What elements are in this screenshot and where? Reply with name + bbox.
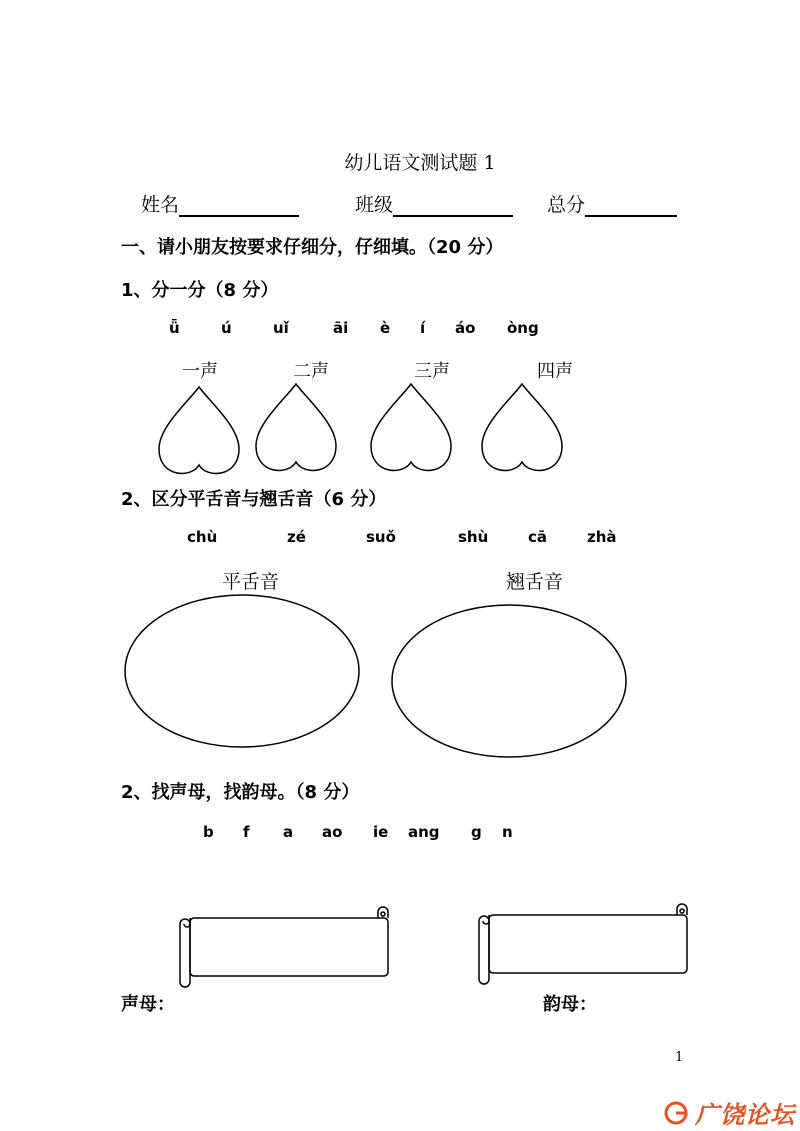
- syllable: āi: [333, 319, 349, 337]
- watermark-text: 广饶论坛: [695, 1101, 795, 1129]
- watermark: [663, 1095, 795, 1130]
- syllable: òng: [507, 319, 539, 337]
- syllable: suǒ: [366, 528, 396, 546]
- question-2-heading: 2、区分平舌音与翘舌音（6 分）: [121, 489, 387, 510]
- finals-scroll[interactable]: [477, 905, 691, 985]
- name-field: [141, 190, 299, 217]
- heart-box-second-tone[interactable]: [254, 382, 338, 476]
- letter: b: [203, 823, 214, 841]
- letter: ie: [373, 823, 389, 841]
- retroflex-oval[interactable]: [390, 603, 628, 759]
- question-1-heading: 1、分一分（8 分）: [121, 280, 279, 301]
- letter: a: [283, 823, 294, 841]
- letter: f: [243, 823, 250, 841]
- name-label: 姓名: [141, 194, 180, 216]
- tone-label-second: 二声: [293, 361, 329, 382]
- section-heading: 一、请小朋友按要求仔细分，仔细填。（20 分）: [121, 237, 504, 258]
- page-number: 1: [675, 1050, 684, 1065]
- letter: n: [502, 823, 513, 841]
- initials-label: 声母：: [121, 994, 175, 1015]
- class-field: [355, 190, 513, 217]
- class-blank[interactable]: [393, 197, 513, 217]
- syllable: zé: [287, 528, 306, 546]
- name-blank[interactable]: [179, 197, 299, 217]
- syllable: zhà: [587, 528, 617, 546]
- letter: ang: [408, 823, 440, 841]
- heart-box-first-tone[interactable]: [157, 385, 241, 479]
- syllable: è: [380, 319, 391, 337]
- class-label: 班级: [355, 194, 394, 216]
- tone-label-first: 一声: [182, 361, 218, 382]
- heart-box-fourth-tone[interactable]: [480, 382, 564, 476]
- question-3-heading: 2、找声母，找韵母。（8 分）: [121, 782, 360, 803]
- page-title: 幼儿语文测试题 1: [344, 152, 496, 174]
- letter: g: [471, 823, 482, 841]
- tone-label-fourth: 四声: [537, 361, 573, 382]
- syllable: ǖ: [169, 319, 180, 337]
- syllable: chù: [187, 528, 218, 546]
- heart-box-third-tone[interactable]: [369, 382, 453, 476]
- watermark-logo-icon: [663, 1100, 689, 1126]
- score-field: [547, 190, 677, 217]
- tone-label-third: 三声: [414, 361, 450, 382]
- letter: ao: [322, 823, 343, 841]
- flat-tongue-label: 平舌音: [222, 571, 280, 593]
- syllable: cā: [528, 528, 548, 546]
- syllable: í: [420, 319, 426, 337]
- flat-tongue-oval[interactable]: [123, 593, 361, 749]
- syllable: áo: [455, 319, 476, 337]
- syllable: uǐ: [273, 319, 289, 337]
- finals-label: 韵母：: [543, 994, 597, 1015]
- score-blank[interactable]: [585, 197, 677, 217]
- syllable: shù: [458, 528, 489, 546]
- retroflex-label: 翘舌音: [506, 571, 564, 593]
- syllable: ú: [221, 319, 232, 337]
- initials-scroll[interactable]: [178, 908, 392, 988]
- score-label: 总分: [547, 194, 586, 216]
